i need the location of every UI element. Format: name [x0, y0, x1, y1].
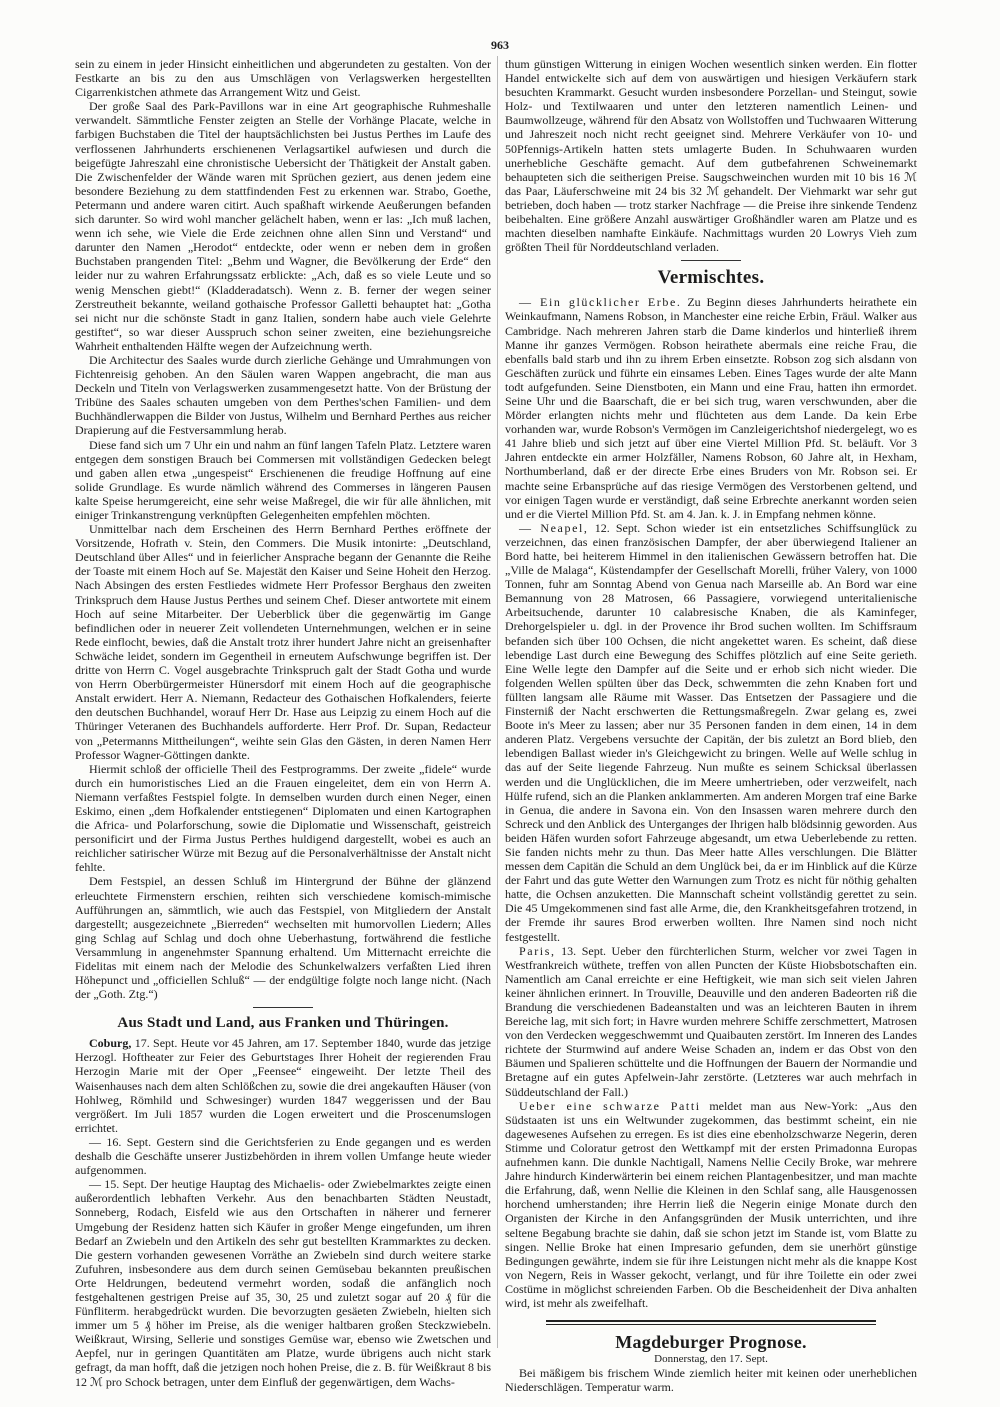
- news-item: [75, 1177, 491, 1388]
- news-item-text: — 16. Sept. Gestern sind die Gerichtsferien zu Ende gegangen und es werden deshalb die Geschäfte unserer Justizbehörden in ihrem vollen Umfange heute wieder aufgenommen.: [75, 1134, 491, 1178]
- weather-rule: [546, 1320, 876, 1325]
- news-item-text: — 15. Sept. Der heutige Hauptag des Michaelis- oder Zwiebelmarktes zeigte einen außerordentlich lebhaften Verkehr. Aus den benachbarten Städten Neustadt, Sonneberg, Rodach, Eisfeld wie aus den Ortschaften in näherer und fernerer Umgebung der Residenz hatten sich Käufer in großer Menge eingefunden, um ihren Bedarf an Zwiebeln und den Artikeln des sehr gut bestellten Krammarktes zu decken. Die gestern vorhanden gewesenen Vorräthe an Zwiebeln sind durch weitere starke Zufuhren, insbesondere aus dem durch seinen Gemüsebau bekannten preußischen Orte Heldrungen, bedeutend vermehrt worden, sodaß die anfänglich noch festgehaltenen gestrigen Preise auf 35, 30, 25 und zuletzt sogar auf 20 ₰ für die Fünfliterm. herabgedrückt wurden. Die bevorzugten gesäeten Zwiebeln, hielten sich immer um 5 ₰ höher im Preise, als die weniger haltbaren großen Steckzwiebeln. Weißkraut, Wirsing, Sellerie und sonstiges Gemüse war, ebenso wie Zwetschen und Aepfel, nur in geringen Quantitäten am Platze, wurde übrigens auch nicht stark gefragt, da man hofft, daß die jetzigen noch hohen Preise, die z. B. für Weißkraut 8 bis 12 ℳ pro Schock betragen, unter dem Einfluß der gegenwärtigen, dem Wachs-: [75, 1177, 491, 1389]
- article-paragraph: Unmittelbar nach dem Erscheinen des Herrn Bernhard Perthes eröffnete der Vorsitzende, Hofrath v. Stein, den Commers. Die Musik intonirte: „Deutschland, Deutschland über Alles“ und in feierlicher Ansprache begann der Genannte die Reihe der Toaste mit einem Hoch auf Se. Majestät den Kaiser und Seine Hoheit den Herzog. Nach Absingen des ersten Festliedes widmete Herr Professor Berghaus den zweiten Trinkspruch dem Hause Justus Perthes und seinem Chef. Dieser antwortete mit einem Hoch auf seine Mitarbeiter. Der Ueberblick über die gegenwärtig im Gange befindlichen oder in neuerer Zeit vollendeten Unternehmungen, welchen er in seine Rede einflocht, bewies, daß die Anstalt trotz ihrer hundert Jahre nicht an greisenhafter Schwäche leidet, sondern im Gegentheil in erneutem Aufschwunge begriffen ist. Der dritte von Herrn C. Vogel ausgebrachte Trinkspruch galt der Stadt Gotha und wurde von Herrn Oberbürgermeister Hünersdorf mit einem Hoch auf die geographische Anstalt erwidert. Herr A. Niemann, Redacteur des Gothaischen Hofkalenders, feierte den deutschen Buchhandel, worauf Herr Dr. Hase aus Leipzig zu einem Hoch auf die Thüringer Veteranen des Buchhandels aufforderte. Herr Prof. Dr. Supan, Redacteur von „Petermanns Mittheilungen“, weihte sein Glas den Gästen, in deren Namen Herr Professor Wagner-Göttingen dankte.: [75, 522, 491, 762]
- news-item-text: 12. Sept. Schon wieder ist ein entsetzliches Schiffsunglück zu verzeichnen, das einen französischen Dampfer, der aber überwiegend Italiener an Bord hatte, bei heiterem Himmel in den italienischen Gewässern betroffen hat. Die „Ville de Malaga“, Küstendampfer der Gesellschaft Morelli, früher Valery, von 1000 Tonnen, fuhr am Sonntag Abend von Genua nach Marseille ab. An Bord war eine Bemannung von 28 Matrosen, 66 Passagiere, vorwiegend unteritalienische Arbeitsuchende, darunter 10 calabresische Knaben, die als Kaminfeger, Drehorgelspieler u. dgl. in der Provence ihr Brod suchen wollten. Im Schiffsraum befanden sich über 100 Ochsen, die nicht angekettet waren. Es scheint, daß diese lebendige Last durch eine Bewegung des Schiffes plötzlich auf eine Seite gerieth. Eine Welle legte den Dampfer auf die Seite und er erhob sich nicht wieder. Die folgenden Wellen spülten über das Deck, schwemmten die zehn Knaben fort und füllten langsam alle Räume mit Wasser. Das Entsetzen der Passagiere und die Finsterniß der Nacht erschwerten die Rettungsmaßregeln. Zwar gelang es, zwei Boote in's Meer zu lassen; aber nur 35 Personen fanden in dem einen, 14 in dem anderen Platz. Vergebens versuchte der Capitän, der bis zuletzt an Bord blieb, den lebendigen Ballast wieder in's Gleichgewicht zu bringen. Welle auf Welle schlug in das auf der Seite liegende Fahrzeug. Nun mußte es seinem Schicksal überlassen werden und die Unglücklichen, die im Meere umhertrieben, oder verzweifelt, nach Hülfe rufend, sich an die Planken anklammerten. Am anderen Morgen traf eine Barke in Genua, die andere in Savona ein. Von den Insassen waren mehrere durch den Schreck und den Anblick des Unterganges der Ihrigen halb blödsinnig geworden. Aus beiden Häfen wurden sofort Fahrzeuge abgesandt, um etwa Ueberlebende zu retten. Sie fanden nichts mehr zu thun. Das Meer hatte Alles verschlungen. Die Blätter messen dem Capitän die Schuld an dem Unglück bei, da er im Hinblick auf die Kürze der Fahrt und das gute Wetter den Warnungen zum Trotz es nicht für nöthig gehalten hatte, die Ochsen anzuketten. Die Mannschaft scheint vollständig gerettet zu sein. Die 45 Umgekommenen sind fast alle Arme, die, den Krankheitsgefahren trotzend, in der Fremde ihr saures Brod erwerben wollten. Ihre Namen sind noch nicht festgestellt.: [505, 520, 917, 944]
- news-item-lead: Ueber eine schwarze Patti: [519, 1098, 701, 1113]
- left-column: [75, 57, 491, 1389]
- weather-date: Donnerstag, den 17. Sept.: [654, 1353, 768, 1366]
- right-column: [505, 57, 917, 1394]
- news-item: [505, 944, 917, 1099]
- page-number: 963: [491, 38, 509, 52]
- news-item-continuation: thum günstigen Witterung in einigen Wochen wesentlich sinken werden. Ein flotter Handel entwickelte sich auf dem von auswärtigen und hiesigen Verkäufern stark besuchten Krammarkt. Gesucht wurden insbesondere Porzellan- und Steingut, sowie Holz- und Textilwaaren und unter den letzteren namentlich Leinen- und Baumwollzeuge, während für den Absatz von Wollstoffen und Tuchwaaren Witterung und Jahreszeit noch nicht recht geeignet sind. Mehrere Verkäufer von 10- und 50Pfennigs-Artikeln hatten stets umlagerte Buden. In Schuhwaaren wurden unerhebliche Geschäfte gemacht. Auf dem gutbefahrenen Schweinemarkt behaupteten sich die seitherigen Preise. Saugschweinchen wurden mit 10 bis 16 ℳ das Paar, Läuferschweine mit 24 bis 32 ℳ gehandelt. Der Viehmarkt war sehr gut betrieben, doch haben — trotz starker Nachfrage — die Preise ihre sinkende Tendenz beibehalten. Eine größere Anzahl auswärtiger Großhändler waren am Platze und es machten dieselben namhafte Einkäufe. Nachmittags wurden 20 Lowrys Vieh zum größten Theil für Norddeutschland verladen.: [505, 57, 917, 255]
- weather-forecast: Bei mäßigem bis frischem Winde ziemlich heiter mit keinen oder unerheblichen Niederschlägen. Temperatur warm.: [505, 1366, 917, 1395]
- news-item-lead: Paris,: [519, 943, 556, 958]
- weather-heading: Magdeburger Prognose.: [615, 1332, 807, 1353]
- news-item-text: meldet man aus New-York: „Aus den Südstaaten ist uns ein Weltwunder zugekommen, das bestimmt scheint, ein nie dagewesenes Aufsehen zu erregen. Es ist dies eine ebenholzschwarze Negerin, deren Stimme und Coloratur getrost den Wettkampf mit der ersten Primadonna Europas aufnehmen kann. Die dunkle Nachtigall, Namens Nellie Cecily Broke, war mehrere Jahre hindurch Kinderwärterin bei einem reichen Plantagenbesitzer, und man machte die Erfahrung, daß, wenn Nellie die Kleinen in den Schlaf sang, alle Hausgenossen horchend umherstanden; ihre Herrin ließ die Negerin einige Monate durch den Organisten der Kirche in den Anfangsgründen der Musik unterrichten, und ihre seltene Begabung brachte sie dahin, daß sie schon jetzt im Stande ist, vom Blatte zu singen. Nellie Broke hat einen Impresario gefunden, dem sie unerhört günstige Bedingungen gewährte, indem sie für ihre Leistungen nicht mehr als die knappe Kost von Negern, Reis in Wasser gekocht, verlangt, und für ihre Toilette ein oder zwei Costüme in möglichst schreienden Farben. Ob die Bescheidenheit der Diva anhalten wird, ist mehr als zweifelhaft.: [505, 1098, 918, 1310]
- article-paragraph: Der große Saal des Park-Pavillons war in eine Art geographische Ruhmeshalle verwandelt. Sämmtliche Fenster zeigten an Stelle der Vorhänge Placate, welche in farbigen Buchstaben die Titel der hauptsächlichsten bei Justus Perthes im Laufe des verflossenen Jahrhunderts erschienenen Verlagsartikel aufwiesen und durch die beigefügte Jahreszahl eine chronistische Uebersicht der Thätigkeit der Anstalt gaben. Die Zwischenfelder der Wände waren mit Sprüchen geziert, aus denen jedem eine besondere Beziehung zu dem stattfindenden Fest zu erkennen war. Strabo, Goethe, Petermann und andere waren citirt. Auch spaßhaft wirkende Aeußerungen befanden sich darunter. So wird wohl mancher gelächelt haben, wenn er las: „Ich muß lachen, wenn ich sehe, wie Viele die Erde zeichnen ohne allen Sinn und Verstand“ und darunter den Namen „Herodot“ entdeckte, oder wenn er neben dem in großen Buchstaben prangenden Titel: „Behm und Wagner, die Bevölkerung der Erde“ den leider nur zu wahren Erfahrungssatz erblickte: „Ach, daß es so viele Leute und so wenig Menschen giebt!“ (Kladderadatsch). Wenn z. B. ferner der wegen seiner Zerstreutheit bekannte, weiland gothaische Professor Galletti behauptet hat: „Gotha sei nicht nur die schönste Stadt in ganz Italien, sondern habe auch viele Gelehrte gestiftet“, so war dieser Ausspruch schon seiner zweiten, eine beziehungsreiche Wahrheit enthaltenden Hälfte wegen der Aufzeichnung werth.: [75, 99, 491, 353]
- news-item: [75, 1036, 491, 1135]
- section-rule: [253, 1007, 313, 1008]
- news-item-lead: — Ein glücklicher Erbe.: [519, 295, 682, 310]
- section-heading-miscellany: Vermischtes.: [657, 267, 765, 289]
- news-item: [75, 1135, 491, 1177]
- article-paragraph: Dem Festspiel, an dessen Schluß im Hintergrund der Bühne der glänzend erleuchtete Firmenstern erschien, reihten sich verschiedene komisch-mimische Aufführungen an, sämmtlich, wie auch das Festspiel, von Mitgliedern der Anstalt dargestellt; ausgezeichnete „Bierreden“ wechselten mit humorvollen Liedern; Alles ging Schlag auf Schlag und doch ohne Ueberhastung, fortwährend die festliche Versammlung in angenehmster Spannung erhaltend. Um Mitternacht erreichte die Fidelitas mit einem nach der Melodie des Schunkelwalzers verfaßten Lied ihren Höhepunct und „officiellen Schluß“ — der endgültige folgte noch lange nicht. (Nach der „Goth. Ztg.“): [75, 874, 491, 1002]
- article-paragraph: Die Architectur des Saales wurde durch zierliche Gehänge und Umrahmungen von Fichtenreisig gehoben. An den Säulen waren Wappen angebracht, die man aus Deckeln und Titeln von Verlagswerken zusammengesetzt hatte. Von der Brüstung der Tribüne des Saales schauten umgeben von dem Perthes'schen Familien- und dem Buchhändlerwappen die Bilder von Justus, Wilhelm und Bernhard Perthes aus reicher Drapierung auf die Festversammlung herab.: [75, 352, 491, 438]
- news-item: [505, 521, 917, 944]
- article-paragraph: Hiermit schloß der officielle Theil des Festprogramms. Der zweite „fidele“ wurde durch ein humoristisches Lied an die Frauen eingeleitet, dem ein von Herrn A. Niemann verfaßtes Festspiel folgte. In demselben wurden durch einen Neger, einen Eskimo, einen „dem Hofkalender entstiegenen“ Diplomaten und einen Kartographen die Africa- und Polarforschung, sowie die Diplomatie und Wissenschaft, geistreich personificirt und der Firma Justus Perthes huldigend dargestellt, wobei es auch an reichlicher satirischer Würze mit Bezug auf die Personalverhältnisse der Anstalt nicht fehlte.: [75, 761, 491, 875]
- section-heading-regional: Aus Stadt und Land, aus Franken und Thüringen.: [117, 1015, 449, 1032]
- section-rule: [681, 260, 741, 261]
- news-item-text: Zu Beginn dieses Jahrhunderts heirathete ein Weinkaufmann, Namens Robson, in Manchester eine reiche Erbin, Fräul. Walker aus Cambridge. Nach mehreren Jahren starb die Dame kinderlos und hinterließ ihrem Manne ihr ganzes Vermögen. Robson heirathete abermals eine reiche Frau, die ebenfalls bald starb und ihn zu ihrem Erben einsetzte. Robson zog sich alsdann von Geschäften zurück und führte ein einsames Leben. Eines Tages wurde der alte Mann todt aufgefunden. Seine Dienstboten, ein Mann und eine Frau, hatten ihn ermordet. Seine Uhr und die Baarschaft, die er bei sich trug, waren verschwunden, aber die Mörder erlangten nichts mehr und flüchteten aus dem Lande. Da kein Erbe vorhanden war, wurde Robson's Vermögen im Canzleigerichtshof niedergelegt, wo es 41 Jahre blieb und sich jetzt auf über eine Viertel Million Pfd. St. beläuft. Vor 3 Jahren entdeckte ein armer Holzfäller, Namens Robson, 60 Jahre alt, in Hexham, Northumberland, daß er der directe Erbe eines Bruders von Mr. Robson sei. Er machte seine Erbansprüche auf das riesige Vermögen des Verstorbenen geltend, und vor einigen Tagen wurde er verständigt, daß seine Erbrechte anerkannt worden seien und er die Viertel Million Pfd. St. am 4. Jan. k. J. in Empfang nehmen könne.: [505, 295, 917, 521]
- news-item-text: 13. Sept. Ueber den fürchterlichen Sturm, welcher vor zwei Tagen in Westfrankreich wüthete, treffen von allen Puncten der Küste Hiobsbotschaften ein. Namentlich am Canal erreichte er eine Heftigkeit, wie man sich seit vielen Jahren keiner ähnlichen erinnert. In Trouville, Deauville und den anderen Badeorten riß die Brandung die verschiedenen Badeanstalten und was an leichteren Bauten in ihrem Bereiche lag, mit sich fort; in Havre wurden mehrere Schiffe zerschmettert, Matrosen von den Verdecken weggeschwemmt und Quaibauten zerstört. Im Inneren des Landes richtete der Sturmwind auf andere Weise Schaden an, indem er das Obst von den Bäumen und Spalieren schüttelte und die Hoffnungen der Bauern der Normandie und Bretagne auf ein gutes Apfelwein-Jahr zerstörte. (Letzteres war auch mehrfach in Süddeutschland der Fall.): [505, 943, 918, 1099]
- news-item: [505, 295, 917, 521]
- news-item-text: 17. Sept. Heute vor 45 Jahren, am 17. September 1840, wurde das jetzige Herzogl. Hoftheater zur Feier des Geburtstages Ihrer Hoheit der regierenden Frau Herzogin Marie mit der Oper „Feensee“ eingeweiht. Der letzte Theil des Waisenhauses nach dem alten Schlößchen zu, sowie die drei angekauften Häuser (von Hohlweg, Römhild und Schwesinger) wurden 1847 weggerissen und der Bau vergrößert. Im Juli 1857 wurden die Logen erweitert und die Proscenumslogen errichtet.: [75, 1036, 491, 1135]
- column-divider: [497, 56, 498, 1348]
- article-paragraph: sein zu einem in jeder Hinsicht einheitlichen und abgerundeten zu gestalten. Von der Festkarte an bis zu den aus Umschlägen von Verlagswerken hergestellten Cigarrenkistchen athmete das Arrangement Witz und Geist.: [75, 57, 491, 100]
- news-item-lead: — Neapel,: [519, 520, 589, 535]
- news-item: [505, 1099, 917, 1310]
- article-paragraph: Diese fand sich um 7 Uhr ein und nahm an fünf langen Tafeln Platz. Letztere waren entgegen dem sonstigen Brauch bei Commersen mit vollständigen Gedecken belegt und gaben allen etwa „ungespeist“ Erschienenen die freudige Hoffnung auf eine solide Grundlage. Es wurde nämlich während des Commerses in längeren Pausen kalte Speise herumgereicht, eine sehr weise Maßregel, die wir für alle ähnlichen, mit einiger Trinkanstrengung verknüpften Gelegenheiten empfehlen möchten.: [75, 437, 491, 522]
- news-item-lead: Coburg,: [89, 1036, 132, 1051]
